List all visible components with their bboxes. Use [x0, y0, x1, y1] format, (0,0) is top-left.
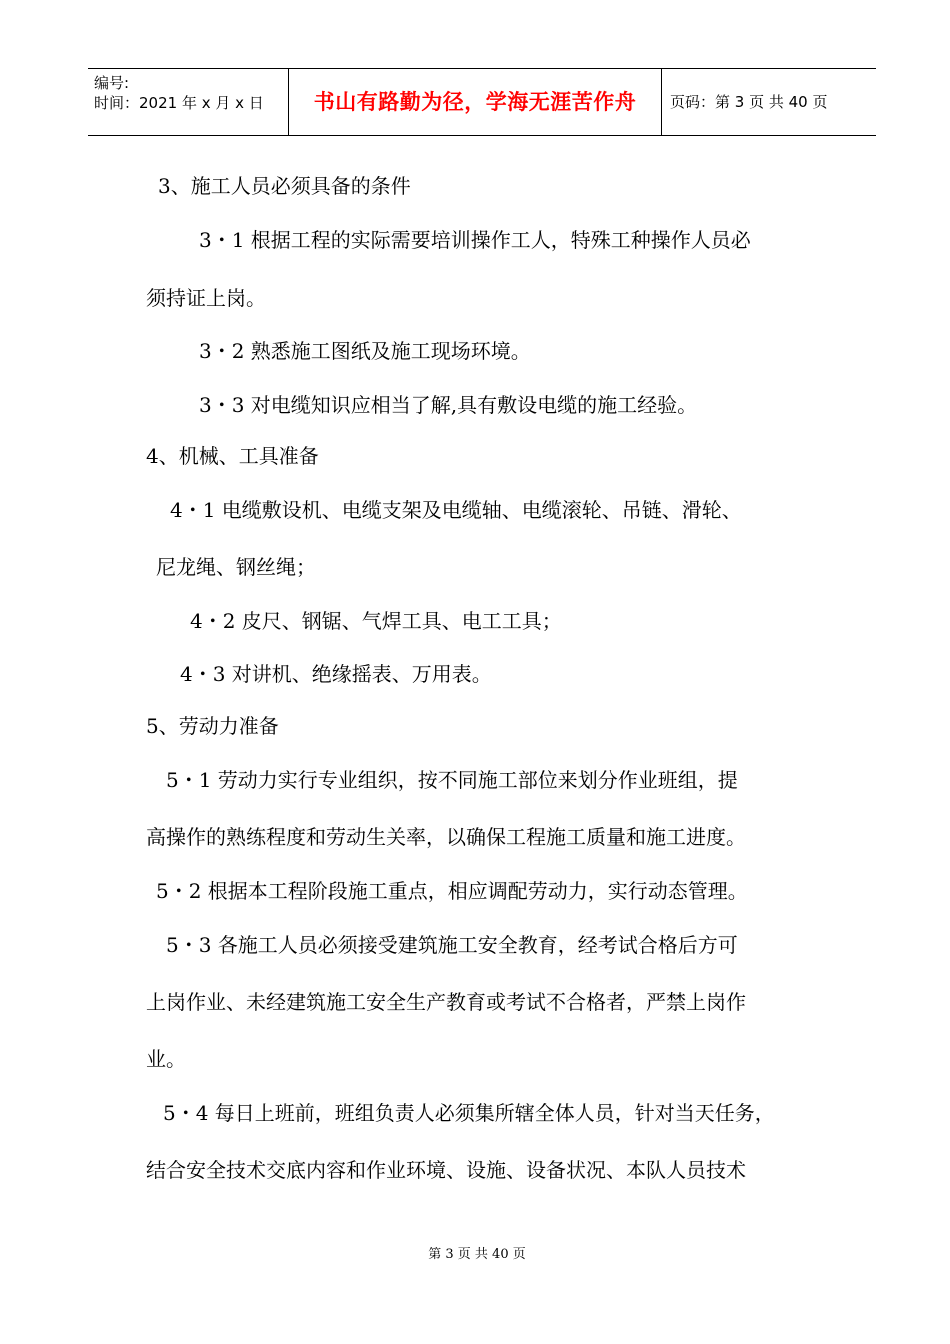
paragraph-line: 业。	[146, 1047, 186, 1071]
motto-text: 书山有路勤为径，学海无涯苦作舟	[313, 90, 637, 114]
paragraph-line: 5・4 每日上班前，班组负责人必须集所辖全体人员，针对当天任务，	[163, 1101, 775, 1125]
section-heading-5: 5、劳动力准备	[146, 714, 279, 738]
paragraph-line: 5・1 劳动力实行专业组织，按不同施工部位来划分作业班组，提	[166, 768, 738, 792]
header-page-cell	[662, 69, 876, 135]
paragraph-line: 结合安全技术交底内容和作业环境、设施、设备状况、本队人员技术	[146, 1158, 746, 1182]
paragraph-line: 须持证上岗。	[146, 286, 266, 310]
section-heading-4: 4、机械、工具准备	[146, 444, 319, 468]
paragraph-line: 3・1 根据工程的实际需要培训操作工人，特殊工种操作人员必	[199, 228, 751, 252]
page-number-label: 页码：第 3 页 共 40 页	[670, 93, 828, 111]
paragraph-line: 尼龙绳、钢丝绳；	[156, 555, 316, 579]
paragraph-line: 上岗作业、未经建筑施工安全生产教育或考试不合格者，严禁上岗作	[146, 990, 746, 1014]
time-label: 时间：2021 年 x 月 x 日	[94, 94, 264, 112]
section-heading-3: 3、施工人员必须具备的条件	[158, 174, 411, 198]
paragraph-line: 3・3 对电缆知识应相当了解,具有敷设电缆的施工经验。	[199, 393, 698, 417]
header-motto-cell	[288, 69, 662, 135]
paragraph-line: 3・2 熟悉施工图纸及施工现场环境。	[199, 339, 531, 363]
page-footer	[0, 1246, 950, 1264]
paragraph-line: 4・1 电缆敷设机、电缆支架及电缆轴、电缆滚轮、吊链、滑轮、	[170, 498, 742, 522]
paragraph-line: 5・2 根据本工程阶段施工重点，相应调配劳动力，实行动态管理。	[156, 879, 748, 903]
paragraph-line: 高操作的熟练程度和劳动生关率，以确保工程施工质量和施工进度。	[146, 825, 746, 849]
header-info-cell	[88, 69, 288, 135]
serial-number-label: 编号:	[94, 74, 130, 92]
footer-page-number: 第 3 页 共 40 页	[428, 1247, 526, 1262]
paragraph-line: 4・2 皮尺、钢锯、气焊工具、电工工具；	[190, 609, 562, 633]
paragraph-line: 4・3 对讲机、绝缘摇表、万用表。	[180, 662, 492, 686]
paragraph-line: 5・3 各施工人员必须接受建筑施工安全教育，经考试合格后方可	[166, 933, 738, 957]
page-header	[88, 68, 876, 136]
